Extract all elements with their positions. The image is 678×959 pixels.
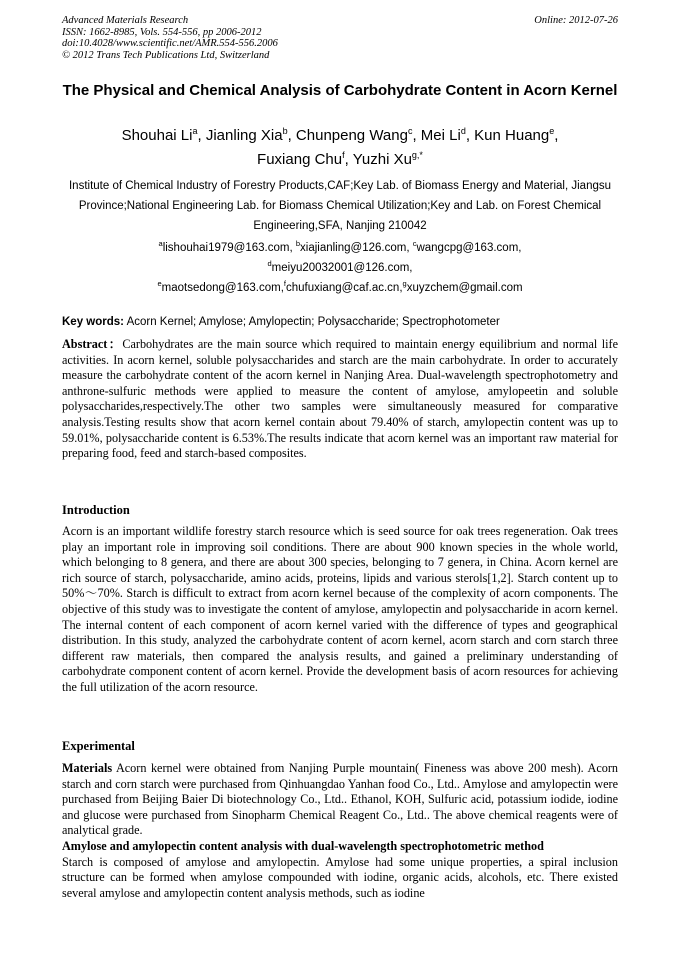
materials-label: Materials: [62, 761, 113, 775]
issn-line: ISSN: 1662-8985, Vols. 554-556, pp 2006-2012: [62, 26, 262, 38]
email-mark: g: [402, 279, 407, 289]
materials-text: Acorn kernel were obtained from Nanjing Purple mountain( Fineness was above 200 mesh). Acorn starch and corn starch were purchased from Qinhuangdao Yanhan food Co., Ltd.. Amylose and amylopectin were purchased from Beijing Baier Di biotechnology Co., Ltd.. Ethanol, KOH, Sulfuric acid, potassium iodide, iodine and glucose were purchased from Sinopharm Chemical Reagent Co., Ltd.. The above chemical reagents were of analytical grade.: [62, 761, 619, 838]
introduction-text: Acorn is an important wildlife forestry starch resource which is seed source for oak trees regeneration. Oak trees play an important role in improving soil conditions. There are about 900 known species in the whole world, which belonging to 8 genera, and there are about 300 species, belonging to 7 genera, in China. Acorn kernel are rich source of starch, polysaccharide, amino acids, proteins, lipids and various sterols[1,2]. Starch content up to 50%～70%. Starch is difficult to extract from acorn kernel because of the complexity of acorn components. The objective of this study was to investigate the content of amylose, amylopectin and polysaccharide in acorn kernel. The internal content of each component of acorn kernel varied with the difference of types and geographical distribution. In this study, analyzed the carbohydrate content of acorn kernel, acorn starch and corn starch three different raw materials, then compared the analysis results, and gained a preliminary understanding of carbohydrate component content of acorn kernel. Provide the development basis of acorn resources for achieving the full utilization of the acorn resource.: [62, 524, 618, 694]
email-address[interactable]: chufuxiang@caf.ac.cn: [286, 282, 400, 294]
email-mark: c: [412, 239, 417, 249]
author-name: Yuzhi Xu: [352, 151, 412, 168]
author-affil-mark: d: [460, 126, 466, 136]
email-address[interactable]: xuyzchem@gmail.com: [406, 282, 523, 294]
amylose-text: Starch is composed of amylose and amylopectin. Amylose had some unique properties, a spiral inclusion structure can be formed when amylose compounded with iodine, organic acids, alcohols, etc. There existed several amylose and amylopectin content analysis methods, such as iodine: [62, 854, 618, 900]
email-mark: b: [295, 239, 301, 249]
experimental-section: [62, 761, 618, 901]
email-mark: a: [158, 239, 163, 249]
author-list: Shouhai Li$^a$, Jianling Xia$^b$, Chunpeng Wang$^c$, Mei Li$^d$, Kun Huang$^e$, Fuxiang Chu$^f$, Yuzhi $Xu^{g,*}$: [121, 126, 559, 168]
email-address[interactable]: xiajianling@126.com: [300, 242, 407, 254]
paper-title: The Physical and Chemical Analysis of Carbohydrate Content in Acorn Kernel: [62, 82, 618, 99]
author-name: Shouhai Li: [121, 127, 193, 144]
author-name: Chunpeng Wang: [295, 127, 408, 144]
email-address[interactable]: wangcpg@163.com: [416, 242, 519, 254]
email-list: $^a$lishouhai1979@163.com, $^b$xiajianling@126.com, $^c$wangcpg@163.com, $^d$meiyu20032001@126.com, $^e$maotsedong@163.com,$^f$chufuxiang@caf.ac.cn,$^g$xuyzchem@gmail.com: [157, 239, 523, 294]
amylose-paragraph: [62, 839, 618, 901]
email-mark: d: [267, 259, 272, 269]
online-date: Online: 2012-07-26: [534, 15, 618, 26]
author-affil-mark: g,*: [411, 150, 423, 160]
author-affil-mark: b: [282, 126, 288, 136]
materials-paragraph: [62, 761, 618, 839]
author-affil-mark: e: [549, 126, 555, 136]
abstract: [62, 337, 618, 462]
email-address[interactable]: maotsedong@163.com: [161, 282, 281, 294]
author-name: Mei Li: [420, 127, 461, 144]
keywords-label: Key words:: [62, 316, 124, 328]
author-affil-mark: c: [407, 126, 413, 136]
email-address[interactable]: lishouhai1979@163.com: [162, 242, 290, 254]
abstract-label: Abstract：: [62, 337, 123, 351]
keywords-text: Acorn Kernel; Amylose; Amylopectin; Polysaccharide; Spectrophotometer: [126, 316, 500, 328]
introduction-heading: Introduction: [62, 503, 130, 517]
email-address[interactable]: meiyu20032001@126.com: [271, 262, 410, 274]
abstract-text: Carbohydrates are the main source which required to maintain energy equilibrium and normal life activities. In acorn kernel, soluble polysaccharides and starch are the main carbohydrate. In order to accurately measure the carbohydrate content of the acorn kernel in Nanjing Area. Dual-wavelength spectrophotometry and anthrone-sulfuric methods were applied to measure the content of amylose, amylopeetin and soluble polysaccharides,respectively.The other two samples were simultaneously measured for comparative analysis.Testing results show that acorn kernel contain about 79.40% of starch, amylopectin content was up to 59.01%, polysaccharide content is 6.53%.The results indicate that acorn kernel was an important raw material for preparing food, feed and starch-based composites.: [62, 337, 618, 461]
affiliation: Institute of Chemical Industry of Forestry Products,CAF;Key Lab. of Biomass Energy and Material, Jiangsu Province;National Engineering Lab. for Biomass Chemical Utilization;Key and Lab. on Forest Chemical Engineering,SFA, Nanjing 210042: [68, 180, 612, 232]
journal-header: [62, 15, 618, 61]
keywords: [62, 314, 618, 330]
experimental-heading: Experimental: [62, 739, 135, 753]
copyright-line: © 2012 Trans Tech Publications Ltd, Switzerland: [62, 49, 270, 61]
author-name: Jianling Xia: [205, 127, 283, 144]
author-affil-mark: a: [192, 126, 198, 136]
author-affil-mark: f: [342, 150, 345, 160]
doi-line[interactable]: doi:10.4028/www.scientific.net/AMR.554-556.2006: [62, 38, 278, 49]
author-name: Fuxiang Chu: [257, 151, 343, 168]
author-name: Kun Huang: [474, 127, 550, 144]
email-mark: e: [157, 279, 162, 289]
amylose-heading: Amylose and amylopectin content analysis with dual-wavelength spectrophotometric method: [62, 838, 544, 853]
email-mark: f: [283, 279, 286, 289]
journal-name: Advanced Materials Research: [62, 15, 189, 26]
